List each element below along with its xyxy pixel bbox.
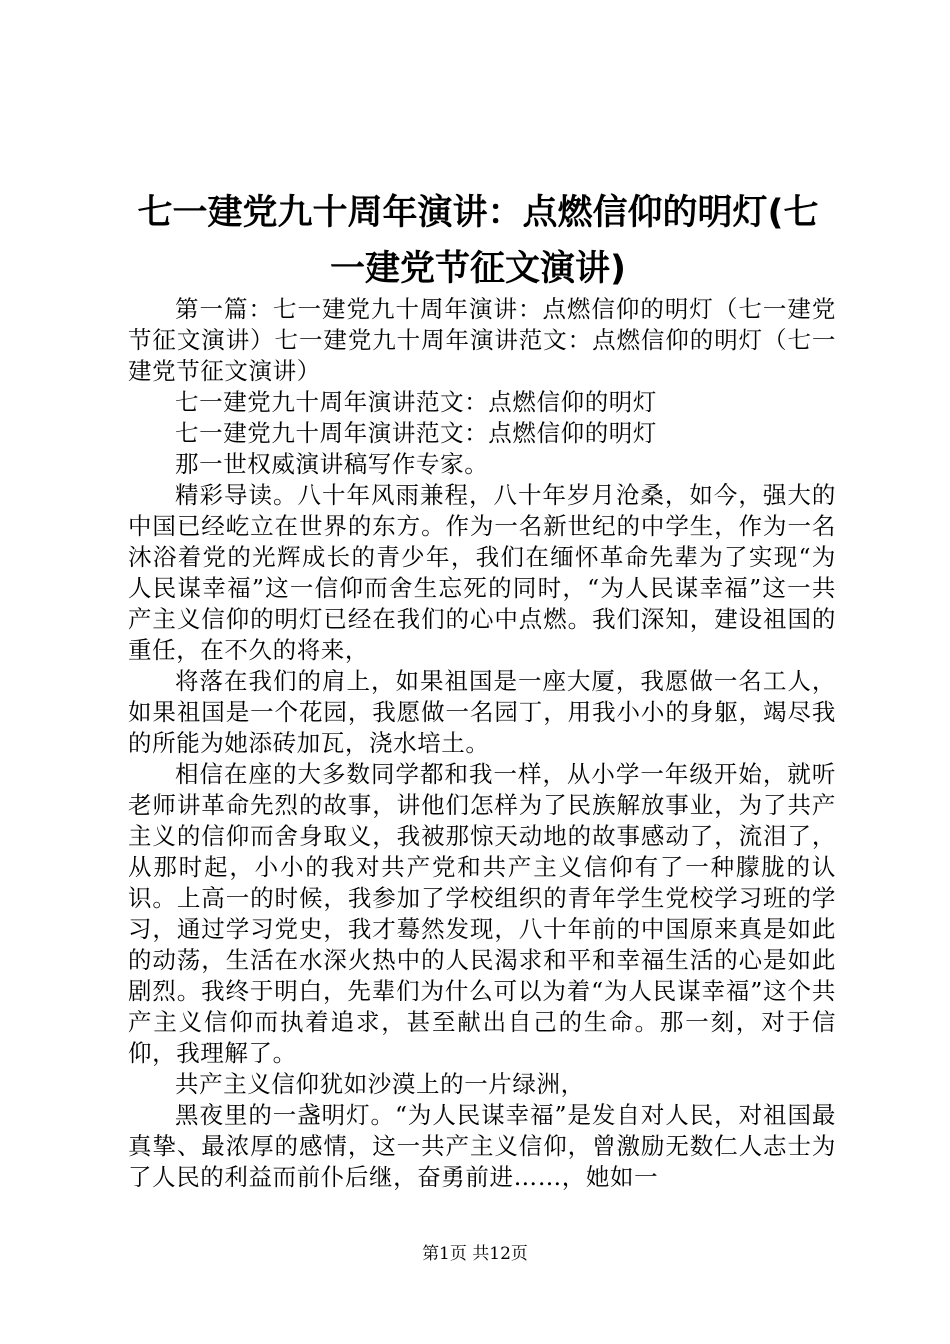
paragraph: 七一建党九十周年演讲范文：点燃信仰的明灯: [175, 419, 657, 447]
paragraph: 共产主义信仰犹如沙漠上的一片绿洲，: [175, 1070, 585, 1098]
paragraph: 将落在我们的肩上，如果祖国是一座大厦，我愿做一名工人，如果祖国是一个花园，我愿做一名园丁，用我小小的身躯，竭尽我的所能为她添砖加瓦，浇水培土。: [128, 667, 836, 757]
page-footer: 第1页 共12页: [422, 1244, 528, 1264]
paragraph: 黑夜里的一盏明灯。“为人民谋幸福”是发自对人民，对祖国最真挚、最浓厚的感情，这一共产主义信仰，曾激励无数仁人志士为了人民的利益而前仆后继，奋勇前进……，她如一: [128, 1101, 836, 1191]
paragraph: 第一篇：七一建党九十周年演讲：点燃信仰的明灯（七一建党节征文演讲）七一建党九十周年演讲范文：点燃信仰的明灯（七一建党节征文演讲）: [128, 295, 836, 385]
document-body: [128, 294, 836, 1193]
document-title: 七一建党九十周年演讲：点燃信仰的明灯(七一建党节征文演讲): [137, 193, 819, 289]
paragraph: 七一建党九十周年演讲范文：点燃信仰的明灯: [175, 388, 657, 416]
paragraph: 相信在座的大多数同学都和我一样，从小学一年级开始，就听老师讲革命先烈的故事，讲他们怎样为了民族解放事业，为了共产主义的信仰而舍身取义，我被那惊天动地的故事感动了，流泪了，从那时起，小小的我对共产党和共产主义信仰有了一种朦胧的认识。上高一的时候，我参加了学校组织的青年学生党校学习班的学习，通过学习党史，我才蓦然发现，八十年前的中国原来真是如此的动荡，生活在水深火热中的人民渴求和平和幸福生活的心是如此剧烈。我终于明白，先辈们为什么可以为着“为人民谋幸福”这个共产主义信仰而执着追求，甚至献出自己的生命。那一刻，对于信仰，我理解了。: [128, 760, 836, 1067]
paragraph: 精彩导读。八十年风雨兼程，八十年岁月沧桑，如今，强大的中国已经屹立在世界的东方。作为一名新世纪的中学生，作为一名沐浴着党的光辉成长的青少年，我们在缅怀革命先辈为了实现“为人民谋幸福”这一信仰而舍生忘死的同时，“为人民谋幸福”这一共产主义信仰的明灯已经在我们的心中点燃。我们深知，建设祖国的重任，在不久的将来，: [128, 481, 836, 664]
paragraph: 那一世权威演讲稿写作专家。: [175, 450, 489, 478]
